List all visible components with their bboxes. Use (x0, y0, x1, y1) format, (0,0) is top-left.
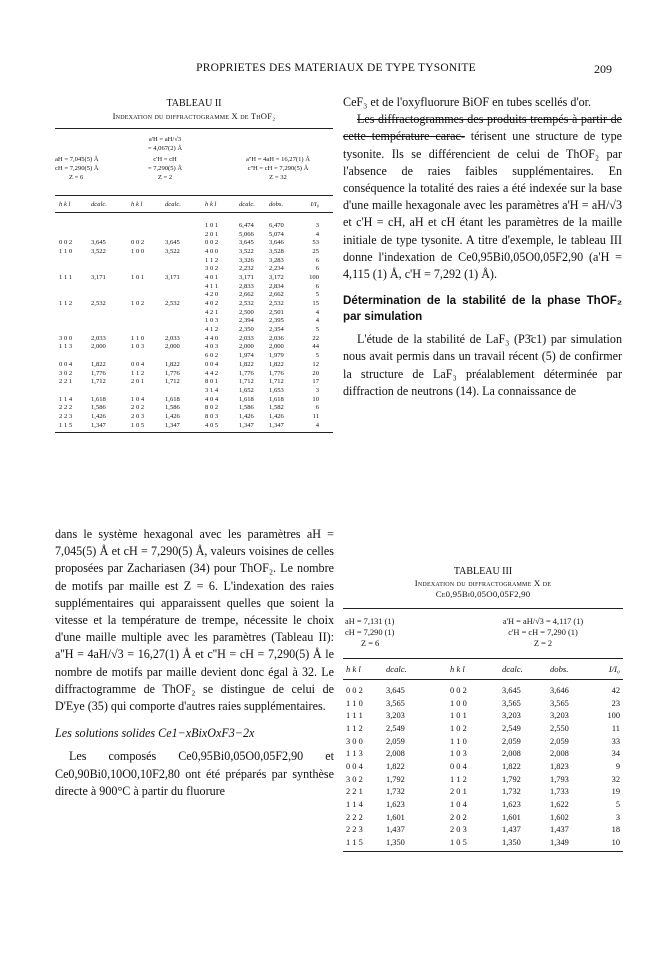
table-row (343, 811, 623, 824)
table-cell: 2,033 (91, 334, 106, 342)
table-cell: 3 1 4 (205, 386, 219, 394)
table-cell: 2,033 (239, 334, 254, 342)
table-cell: 3,645 (91, 239, 106, 247)
table-cell: 0 0 4 (450, 761, 467, 771)
table-cell: 1,586 (239, 404, 254, 412)
table-cell: 5,066 (239, 230, 254, 238)
table-cell: 4 0 1 (205, 273, 219, 281)
table-row (55, 351, 333, 360)
table-row (343, 709, 623, 722)
table-cell: 1,822 (91, 360, 106, 368)
table-cell: 53 (312, 239, 319, 247)
table-row (55, 230, 333, 239)
param-left: aH = 7,131 (1) cH = 7,290 (1) Z = 6 (345, 617, 395, 648)
table-cell: 2,662 (239, 291, 254, 299)
table-cell: 1,732 (502, 787, 521, 797)
table-row (55, 264, 333, 273)
table-cell: 1 0 0 (450, 698, 467, 708)
table-cell: 1 1 0 (131, 334, 145, 342)
table-cell: 2 0 1 (450, 787, 467, 797)
table-2-header: h k l dcalc. h k l dcalc. h k l dcalc. dobs. I/I₀ (59, 200, 319, 208)
table-cell: 1,712 (165, 378, 180, 386)
table-cell: 0 0 2 (346, 685, 363, 695)
table-cell: 1,776 (239, 369, 254, 377)
table-cell: 1,347 (239, 421, 254, 429)
table-cell: 1 0 3 (131, 343, 145, 351)
table-cell: 1 1 4 (59, 395, 73, 403)
table-cell: 2 0 1 (205, 230, 219, 238)
table-cell: 0 0 2 (131, 239, 145, 247)
table-cell: 1 0 0 (131, 247, 145, 255)
struck-line: Les diffractogrammes des produits trempés à partir de cette température carac- (343, 112, 622, 144)
table-cell: 2,549 (386, 723, 405, 733)
table-cell: 2,834 (269, 282, 284, 290)
table-cell: 2,033 (165, 334, 180, 342)
table-cell: 1 1 0 (346, 698, 363, 708)
table-cell: 1 1 3 (346, 749, 363, 759)
table-row (55, 238, 333, 247)
table-cell: 1,437 (386, 825, 405, 835)
table-cell: 3,203 (550, 711, 569, 721)
table-cell: 1 0 1 (131, 273, 145, 281)
table-cell: 1,979 (269, 352, 284, 360)
table-cell: 1,793 (550, 774, 569, 784)
table-cell: 1,974 (239, 352, 254, 360)
table-cell: 0 0 4 (346, 761, 363, 771)
param-middle-top: a'H = aH/√3 = 4,067(2) Å (147, 136, 183, 152)
table-cell: 1,792 (502, 774, 521, 784)
table-cell: 6 (315, 404, 319, 412)
table-row (55, 256, 333, 265)
table-cell: 2,008 (386, 749, 405, 759)
table-cell: 1,618 (165, 395, 180, 403)
table-cell: 8 0 1 (205, 378, 219, 386)
table-row (343, 684, 623, 697)
table-cell: 1,822 (239, 360, 254, 368)
table-row (55, 334, 333, 343)
right-column (343, 94, 622, 400)
page-number: 209 (594, 62, 612, 76)
table-cell: 3,203 (502, 711, 521, 721)
table-cell: 0 0 4 (205, 360, 219, 368)
table-3 (343, 565, 623, 852)
table-cell: 2,008 (502, 749, 521, 759)
table-cell: 2 0 1 (131, 378, 145, 386)
table-cell: 4 2 1 (205, 308, 219, 316)
table-cell: 4 0 0 (205, 247, 219, 255)
table-row (343, 773, 623, 786)
table-cell: 1 1 2 (59, 300, 73, 308)
table-cell: 18 (611, 825, 620, 835)
table-3-subtitle: Indexation du diffractogramme X de (414, 578, 552, 588)
running-title: PROPRIETES DES MATERIAUX DE TYPE TYSONITE (196, 62, 476, 74)
table-cell: 2,234 (269, 265, 284, 273)
table-row (343, 786, 623, 799)
table-cell: 3,283 (269, 256, 284, 264)
table-cell: 1,823 (550, 761, 569, 771)
table-cell: 4 1 1 (205, 282, 219, 290)
table-2-caption: TABLEAU II (166, 98, 222, 109)
table-cell: 4 (315, 317, 319, 325)
table-cell: 1,776 (165, 369, 180, 377)
table-cell: 1,437 (502, 825, 521, 835)
table-cell: 11 (611, 723, 620, 733)
table-cell: 12 (312, 360, 319, 368)
table-cell: 6 (315, 256, 319, 264)
table-cell: 25 (312, 247, 319, 255)
table-cell: 1,822 (165, 360, 180, 368)
table-cell: 2,036 (269, 334, 284, 342)
table-cell: 2,000 (239, 343, 254, 351)
table-cell: 34 (611, 749, 620, 759)
table-cell: 2 0 3 (131, 412, 145, 420)
table-cell: 3,645 (386, 685, 405, 695)
table-cell: 1 0 4 (131, 395, 145, 403)
table-cell: 42 (611, 685, 620, 695)
table-cell: 5 (615, 800, 620, 810)
table-cell: 8 0 2 (205, 404, 219, 412)
table-cell: 22 (312, 334, 319, 342)
table-cell: 100 (607, 711, 620, 721)
table-cell: 1 1 1 (346, 711, 363, 721)
table-cell: 3,645 (239, 239, 254, 247)
table-cell: 0 0 4 (131, 360, 145, 368)
table-2-params (55, 133, 333, 195)
table-cell: 2,232 (239, 265, 254, 273)
table-cell: 1 1 0 (450, 736, 467, 746)
table-cell: 1,623 (386, 800, 405, 810)
table-cell: 6 (315, 282, 319, 290)
table-cell: 2,059 (550, 736, 569, 746)
table-row (55, 273, 333, 282)
table-cell: 1,586 (91, 404, 106, 412)
table-cell: 100 (309, 273, 319, 281)
table-cell: 3,171 (239, 273, 254, 281)
table-cell: 1 0 1 (205, 221, 219, 229)
table-cell: 2,000 (91, 343, 106, 351)
table-row (343, 735, 623, 748)
table-2-subtitle: Indexation du diffractogramme X de ThOF₂ (112, 111, 276, 121)
table-cell: 1,601 (502, 812, 521, 822)
table-cell: 1,437 (550, 825, 569, 835)
table-cell: 2,059 (386, 736, 405, 746)
table-cell: 2,354 (269, 326, 284, 334)
table-cell: 1 0 4 (450, 800, 467, 810)
table-cell: 2,395 (269, 317, 284, 325)
table-cell: 1 1 5 (59, 421, 73, 429)
table-cell: 1 1 2 (346, 723, 363, 733)
table-cell: 1 0 3 (205, 317, 219, 325)
table-cell: 1,350 (502, 838, 521, 848)
table-row (55, 412, 333, 421)
table-cell: 3,522 (239, 247, 254, 255)
table-cell: 2,833 (239, 282, 254, 290)
table-cell: 1,618 (239, 395, 254, 403)
table-cell: 23 (611, 698, 620, 708)
table-cell: 9 (615, 761, 620, 771)
table-cell: 1 0 2 (450, 723, 467, 733)
table-cell: 1,776 (269, 369, 284, 377)
table-cell: 3,203 (386, 711, 405, 721)
table-row (55, 299, 333, 308)
table-cell: 3,528 (269, 247, 284, 255)
table-cell: 5 (315, 326, 319, 334)
table-cell: 0 0 2 (59, 239, 73, 247)
table-row (343, 836, 623, 849)
table-cell: 3,645 (502, 685, 521, 695)
table-cell: 3 0 0 (346, 736, 363, 746)
table-row (55, 247, 333, 256)
table-cell: 1 1 2 (205, 256, 219, 264)
table-cell: 1,601 (386, 812, 405, 822)
table-cell: 6 (315, 265, 319, 273)
table-cell: 1,822 (269, 360, 284, 368)
table-cell: 6,470 (269, 221, 284, 229)
paragraph: L'étude de la stabilité de LaF₃ (P3̄c1) par simulation nous avait permis dans un travail récent (5) de confirmer la structure de LaF₃ préalablement déterminée par diffraction de neutrons (14). La connaissance de (343, 332, 622, 398)
table-cell: 2 2 1 (59, 378, 73, 386)
table-cell: 2,532 (165, 300, 180, 308)
paragraph: Les composés Ce0,95Bi0,05O0,05F2,90 et Ce0,90Bi0,10O0,10F2,80 ont été préparés par synthèse directe à 900°C à partir du fluorure (55, 749, 334, 798)
table-cell: 2,500 (239, 308, 254, 316)
page-header (60, 62, 612, 78)
table-row (55, 325, 333, 334)
table-cell: 1,712 (269, 378, 284, 386)
table-cell: 1 0 2 (131, 300, 145, 308)
table-cell: 5,074 (269, 230, 284, 238)
table-cell: 1,712 (239, 378, 254, 386)
table-cell: 3,645 (165, 239, 180, 247)
table-cell: 3,522 (165, 247, 180, 255)
table-cell: 17 (312, 378, 319, 386)
table-cell: 2,350 (239, 326, 254, 334)
table-cell: 2,549 (502, 723, 521, 733)
table-cell: 2 2 2 (59, 404, 73, 412)
table-cell: 5 (315, 352, 319, 360)
table-row (55, 308, 333, 317)
table-cell: 1,347 (165, 421, 180, 429)
table-cell: 4 0 3 (205, 343, 219, 351)
table-3-header: h k l dcalc. h k l dcalc. dobs. I/I₀ (346, 664, 620, 674)
param-middle: c'H = cH = 7,290(5) Å Z = 2 (147, 156, 183, 181)
table-cell: 2 2 1 (346, 787, 363, 797)
table-cell: 1,792 (386, 774, 405, 784)
table-cell: 1,347 (91, 421, 106, 429)
table-cell: 4 (315, 308, 319, 316)
param-right: a''H = 4aH = 16,27(1) Å c''H = cH = 7,290(5) Å Z = 32 (245, 156, 310, 181)
table-cell: 1,733 (550, 787, 569, 797)
table-cell: 2,662 (269, 291, 284, 299)
table-3-caption: TABLEAU III (453, 566, 513, 577)
table-cell: 1,712 (91, 378, 106, 386)
table-row (343, 722, 623, 735)
table-cell: 3 (315, 386, 319, 394)
table-cell: 3,565 (550, 698, 569, 708)
table-cell: 2,000 (269, 343, 284, 351)
table-cell: 1 1 3 (59, 343, 73, 351)
table-cell: 2,501 (269, 308, 284, 316)
table-cell: 4 (315, 230, 319, 238)
table-cell: 2 0 3 (450, 825, 467, 835)
table-row (343, 760, 623, 773)
table-cell: 3,172 (269, 273, 284, 281)
table-cell: 3 (615, 812, 620, 822)
table-cell: 1 1 4 (346, 800, 363, 810)
table-cell: 1,426 (165, 412, 180, 420)
table-cell: 1,426 (269, 412, 284, 420)
table-cell: 2,059 (502, 736, 521, 746)
table-cell: 10 (312, 395, 319, 403)
table-2 (55, 97, 333, 433)
table-cell: 1,732 (386, 787, 405, 797)
table-row (343, 798, 623, 811)
table-cell: 3,171 (91, 273, 106, 281)
table-cell: 4 2 0 (205, 291, 219, 299)
table-cell: 0 0 4 (59, 360, 73, 368)
param-left: aH = 7,045(5) Å cH = 7,290(5) Å Z = 6 (55, 156, 99, 181)
table-row (55, 377, 333, 386)
table-cell: 1,347 (269, 421, 284, 429)
table-cell: 3,522 (91, 247, 106, 255)
table-row (55, 369, 333, 378)
table-cell: 4 0 5 (205, 421, 219, 429)
table-cell: 1 1 2 (131, 369, 145, 377)
table-cell: 4 4 0 (205, 334, 219, 342)
table-row (343, 824, 623, 837)
table-cell: 1,623 (502, 800, 521, 810)
table-cell: 3,326 (239, 256, 254, 264)
paragraph: dans le système hexagonal avec les paramètres aH = 7,045(5) Å et cH = 7,290(5) Å, valeurs voisines de celles proposées par Zachariasen (34) pour ThOF₂. Le nombre de motifs par maille est Z = 6. L'indexation des raies supplémentaires qui apparaissent quelles que soient la vitesse et la température de trempe, nécessite le choix d'une maille multiple avec les paramètres (Tableau II): a''H = 4aH/√3 = 16,27(1) Å et c''H = cH = 7,290(5) Å le nombre de motifs par maille devient donc égal à 32. Le diffractogramme de ThOF₂ se distingue de celui de D'Eye (35) qui comporte d'autres raies supplémentaires. (55, 527, 334, 714)
table-cell: 0 0 2 (450, 685, 467, 695)
table-cell: 1,602 (550, 812, 569, 822)
table-cell: 1,350 (386, 838, 405, 848)
table-row (55, 403, 333, 412)
table-cell: 3,565 (502, 698, 521, 708)
table-row (55, 282, 333, 291)
table-row (55, 343, 333, 352)
table-cell: 4 0 4 (205, 395, 219, 403)
section-heading: Les solutions solides Ce1−xBixOxF3−2x (55, 726, 255, 741)
table-cell: 6 0 2 (205, 352, 219, 360)
table-cell: 2,532 (239, 300, 254, 308)
table-cell: 2 0 2 (131, 404, 145, 412)
table-cell: 1,652 (239, 386, 254, 394)
table-cell: 1 1 5 (346, 838, 363, 848)
left-column (55, 526, 334, 800)
table-cell: 3 0 2 (346, 774, 363, 784)
table-cell: 1 0 1 (450, 711, 467, 721)
table-cell: 1,822 (386, 761, 405, 771)
table-cell: 2 2 3 (346, 825, 363, 835)
table-row (55, 291, 333, 300)
table-cell: 11 (312, 412, 319, 420)
table-cell: 1 1 1 (59, 273, 73, 281)
table-cell: 2 2 2 (346, 812, 363, 822)
table-row (55, 395, 333, 404)
table-cell: 1 0 3 (450, 749, 467, 759)
param-right: a'H = aH/√3 = 4,117 (1) c'H = cH = 7,290 (1) Z = 2 (502, 617, 584, 648)
table-cell: 1 1 2 (450, 774, 467, 784)
table-cell: 3 (315, 221, 319, 229)
table-cell: 1,582 (269, 404, 284, 412)
table-cell: 1 0 5 (450, 838, 467, 848)
table-cell: 3 0 2 (59, 369, 73, 377)
table-cell: 2,532 (269, 300, 284, 308)
table-3-formula: Ce0,95Bi0,05O0,05F2,90 (435, 589, 531, 599)
table-cell: 33 (611, 736, 620, 746)
table-cell: 2,000 (165, 343, 180, 351)
table-cell: 1,349 (550, 838, 569, 848)
table-cell: 3 0 0 (59, 334, 73, 342)
table-cell: 3,171 (165, 273, 180, 281)
section-heading: Détermination de la stabilité de la phase ThOF₂ par simulation (343, 294, 622, 324)
table-cell: 2,532 (91, 300, 106, 308)
table-cell: 1,586 (165, 404, 180, 412)
table-2-body (55, 221, 333, 430)
table-cell: 0 0 2 (205, 239, 219, 247)
table-cell: 1,618 (269, 395, 284, 403)
table-cell: 2 0 2 (450, 812, 467, 822)
table-row (55, 221, 333, 230)
table-cell: 10 (611, 838, 620, 848)
table-cell: 8 0 3 (205, 412, 219, 420)
table-cell: 1,653 (269, 386, 284, 394)
table-cell: 1,622 (550, 800, 569, 810)
table-row (55, 317, 333, 326)
table-3-body (343, 684, 623, 849)
table-cell: 20 (312, 369, 319, 377)
paragraph: CeF₃ et de l'oxyfluorure BiOF en tubes scellés d'or. (343, 95, 592, 109)
table-row (343, 747, 623, 760)
table-row (55, 386, 333, 395)
table-cell: 2,008 (550, 749, 569, 759)
table-cell: 5 (315, 291, 319, 299)
table-cell: 1,776 (91, 369, 106, 377)
table-cell: 3,646 (550, 685, 569, 695)
table-3-params (343, 612, 623, 658)
table-cell: 1 1 0 (59, 247, 73, 255)
table-cell: 4 (315, 421, 319, 429)
table-cell: 1,426 (239, 412, 254, 420)
table-row (343, 697, 623, 710)
table-cell: 1,822 (502, 761, 521, 771)
table-cell: 15 (312, 300, 319, 308)
table-row (55, 421, 333, 430)
table-cell: 44 (312, 343, 319, 351)
table-row (55, 360, 333, 369)
table-cell: 4 0 2 (205, 300, 219, 308)
table-cell: 32 (611, 774, 620, 784)
table-cell: 3,646 (269, 239, 284, 247)
table-cell: 2,394 (239, 317, 254, 325)
table-cell: 1,426 (91, 412, 106, 420)
table-cell: 1 0 5 (131, 421, 145, 429)
table-cell: 1,618 (91, 395, 106, 403)
table-cell: 4 4 2 (205, 369, 219, 377)
table-cell: 19 (611, 787, 620, 797)
table-cell: 2,550 (550, 723, 569, 733)
paragraph: Les diffractogrammes des produits trempés à partir de cette température carac- térisent une structure de type tysonite. Ils se différencient de celui de ThOF₂ par l'absence de raies faibles supplémentaires. En conséquence la totalité des raies a été indexée sur la base d'une maille hexagonale avec les paramètres a'H = aH/√3 et c'H = cH, aH et cH étant les paramètres de la maille initiale de type tysonite. A titre d'exemple, le tableau III donne l'indexation de Ce0,95Bi0,05O0,05F2,90 (a'H = 4,115 (1) Å, c'H = 7,292 (1) Å). (343, 112, 622, 282)
table-cell: 3,565 (386, 698, 405, 708)
table-cell: 6,474 (239, 221, 254, 229)
table-cell: 3 0 2 (205, 265, 219, 273)
table-cell: 2 2 3 (59, 412, 73, 420)
table-cell: 4 1 2 (205, 326, 219, 334)
